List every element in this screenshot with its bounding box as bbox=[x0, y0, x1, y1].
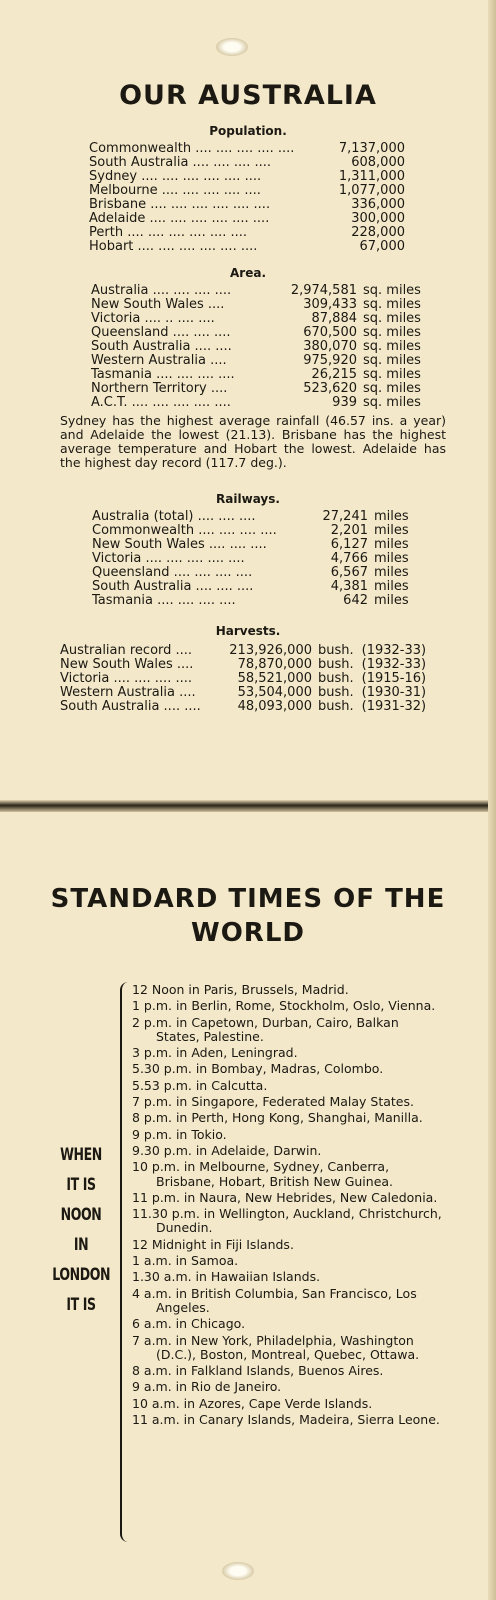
when-noon-label bbox=[46, 1142, 116, 1322]
row-value: 228,000 bbox=[351, 225, 405, 240]
standard-times-title: STANDARD TIMES OF THE WORLD bbox=[50, 884, 446, 948]
table-row bbox=[89, 156, 405, 170]
row-label: Victoria .... .... .... .... .... bbox=[92, 551, 245, 566]
row-years: (1931-32) bbox=[361, 699, 427, 714]
row-label: A.C.T. .... .... .... .... .... bbox=[91, 395, 231, 410]
australia-title: OUR AUSTRALIA bbox=[119, 80, 377, 111]
railways-heading: Railways. bbox=[216, 492, 280, 506]
list-item: 1.30 a.m. in Hawaiian Islands. bbox=[132, 1269, 321, 1285]
list-item: 8 p.m. in Perth, Hong Kong, Shanghai, Manilla. bbox=[132, 1110, 423, 1126]
row-unit: miles bbox=[374, 565, 409, 580]
punch-hole-icon bbox=[216, 38, 248, 56]
row-label: Western Australia .... bbox=[60, 685, 196, 700]
list-item: 10 p.m. in Melbourne, Sydney, Canberra, Brisbane, Hobart, British New Guinea. bbox=[132, 1159, 394, 1189]
table-row bbox=[92, 538, 437, 552]
table-row bbox=[89, 184, 405, 198]
list-item: 7 a.m. in New York, Philadelphia, Washington (D.C.), Boston, Montreal, Quebec, Ottawa. bbox=[132, 1332, 420, 1362]
table-row bbox=[91, 340, 445, 354]
row-unit: sq. miles bbox=[363, 311, 421, 326]
table-row bbox=[60, 700, 452, 714]
page-fold bbox=[0, 800, 496, 812]
table-row bbox=[60, 644, 452, 658]
row-unit: bush. bbox=[318, 699, 354, 714]
row-label: Northern Territory .... bbox=[91, 381, 228, 396]
row-label: Tasmania .... .... .... .... bbox=[92, 593, 236, 608]
row-value: 1,311,000 bbox=[338, 169, 405, 184]
row-unit: miles bbox=[374, 579, 409, 594]
table-row bbox=[92, 552, 437, 566]
row-label: Australian record .... bbox=[60, 643, 193, 658]
row-value: 300,000 bbox=[351, 211, 405, 226]
row-unit: sq. miles bbox=[363, 283, 421, 298]
table-row bbox=[91, 382, 445, 396]
row-label: Queensland .... .... .... .... bbox=[92, 565, 253, 580]
row-label: Adelaide .... .... .... .... .... .... bbox=[89, 211, 270, 226]
row-value: 26,215 bbox=[311, 367, 357, 382]
world-times-list bbox=[132, 983, 444, 1429]
table-row bbox=[89, 226, 405, 240]
row-label: Australia .... .... .... .... bbox=[91, 283, 232, 298]
table-row bbox=[91, 312, 445, 326]
list-item: 10 a.m. in Azores, Cape Verde Islands. bbox=[132, 1395, 373, 1411]
punch-hole-icon bbox=[222, 1562, 254, 1580]
table-row bbox=[91, 396, 445, 410]
row-years: (1930-31) bbox=[361, 685, 427, 700]
row-label: Australia (total) .... .... .... bbox=[92, 509, 256, 524]
harvests-table bbox=[60, 644, 452, 714]
side-label-line: NOON bbox=[60, 1205, 102, 1225]
table-row bbox=[91, 354, 445, 368]
list-item: 1 p.m. in Berlin, Rome, Stockholm, Oslo, Vienna. bbox=[132, 998, 436, 1014]
row-unit: bush. bbox=[318, 643, 354, 658]
row-label: Sydney .... .... .... .... .... .... bbox=[89, 169, 262, 184]
row-label: New South Wales .... .... .... bbox=[92, 537, 267, 552]
list-item: 9 p.m. in Tokio. bbox=[132, 1126, 227, 1142]
row-value: 380,070 bbox=[303, 339, 357, 354]
row-label: Brisbane .... .... .... .... .... .... bbox=[89, 197, 271, 212]
row-unit: sq. miles bbox=[363, 395, 421, 410]
row-unit: miles bbox=[374, 523, 409, 538]
table-row bbox=[89, 198, 405, 212]
row-unit: sq. miles bbox=[363, 367, 421, 382]
list-item: 5.53 p.m. in Calcutta. bbox=[132, 1077, 268, 1093]
area-table bbox=[91, 284, 445, 410]
row-label: Victoria .... .... .... .... bbox=[60, 671, 192, 686]
table-row bbox=[60, 672, 452, 686]
row-unit: sq. miles bbox=[363, 339, 421, 354]
list-item: 11 a.m. in Canary Islands, Madeira, Sierra Leone. bbox=[132, 1412, 440, 1428]
row-value: 6,127 bbox=[330, 537, 368, 552]
row-value: 78,870,000 bbox=[237, 657, 312, 672]
list-item: 6 a.m. in Chicago. bbox=[132, 1316, 246, 1332]
row-value: 87,884 bbox=[311, 311, 357, 326]
side-label-line: IN bbox=[73, 1235, 89, 1255]
row-value: 53,504,000 bbox=[237, 685, 312, 700]
row-label: Queensland .... .... .... bbox=[91, 325, 231, 340]
row-label: South Australia .... .... bbox=[91, 339, 232, 354]
row-label: South Australia .... .... .... .... bbox=[89, 155, 272, 170]
population-heading: Population. bbox=[209, 124, 287, 138]
table-row bbox=[92, 594, 437, 608]
list-item: 4 a.m. in British Columbia, San Francisco, Los Angeles. bbox=[132, 1285, 417, 1315]
table-row bbox=[91, 284, 445, 298]
side-label-line: IT IS bbox=[66, 1175, 96, 1195]
row-value: 48,093,000 bbox=[237, 699, 312, 714]
population-table bbox=[89, 142, 405, 254]
railways-table bbox=[92, 510, 437, 608]
table-row bbox=[89, 142, 405, 156]
list-item: 1 a.m. in Samoa. bbox=[132, 1253, 239, 1269]
table-row bbox=[92, 580, 437, 594]
row-unit: miles bbox=[374, 593, 409, 608]
table-row bbox=[89, 240, 405, 254]
table-row bbox=[60, 658, 452, 672]
table-row bbox=[92, 566, 437, 580]
row-unit: bush. bbox=[318, 657, 354, 672]
list-item: 12 Noon in Paris, Brussels, Madrid. bbox=[132, 982, 349, 997]
table-row bbox=[92, 510, 437, 524]
row-unit: miles bbox=[374, 551, 409, 566]
row-value: 1,077,000 bbox=[338, 183, 405, 198]
row-value: 213,926,000 bbox=[229, 643, 312, 658]
table-row bbox=[89, 170, 405, 184]
list-item: 5.30 p.m. in Bombay, Madras, Colombo. bbox=[132, 1061, 384, 1077]
row-label: Commonwealth .... .... .... .... .... bbox=[89, 141, 295, 156]
row-value: 939 bbox=[332, 395, 357, 410]
side-label-line: IT IS bbox=[66, 1295, 96, 1315]
row-unit: miles bbox=[374, 509, 409, 524]
harvests-heading: Harvests. bbox=[215, 624, 281, 638]
row-value: 27,241 bbox=[322, 509, 368, 524]
row-value: 642 bbox=[343, 593, 368, 608]
row-value: 2,974,581 bbox=[290, 283, 357, 298]
table-row bbox=[89, 212, 405, 226]
list-item: 9 a.m. in Rio de Janeiro. bbox=[132, 1379, 282, 1395]
table-row bbox=[91, 368, 445, 382]
row-label: New South Wales .... bbox=[60, 657, 194, 672]
side-label-line: WHEN bbox=[60, 1145, 102, 1165]
row-value: 336,000 bbox=[351, 197, 405, 212]
row-label: Western Australia .... bbox=[91, 353, 227, 368]
row-value: 975,920 bbox=[303, 353, 357, 368]
table-row bbox=[91, 326, 445, 340]
row-value: 58,521,000 bbox=[237, 671, 312, 686]
row-unit: sq. miles bbox=[363, 297, 421, 312]
row-value: 309,433 bbox=[303, 297, 357, 312]
table-row bbox=[60, 686, 452, 700]
row-unit: miles bbox=[374, 537, 409, 552]
climate-note: Sydney has the highest average rainfall (46.57 ins. a year) and Adelaide the lowest (21.13). Brisbane has the highest average temperature and Hobart the lowest. Adelaide has the highest day record (117.7 deg.). bbox=[60, 413, 446, 470]
row-unit: bush. bbox=[318, 685, 354, 700]
row-label: Victoria .... .. .... .... bbox=[91, 311, 215, 326]
list-item: 2 p.m. in Capetown, Durban, Cairo, Balkan States, Palestine. bbox=[132, 1014, 399, 1044]
page-edge bbox=[488, 0, 496, 1600]
row-value: 2,201 bbox=[330, 523, 368, 538]
row-years: (1932-33) bbox=[361, 643, 427, 658]
side-label-line: LONDON bbox=[52, 1265, 111, 1285]
list-item: 12 Midnight in Fiji Islands. bbox=[132, 1236, 294, 1252]
area-heading: Area. bbox=[230, 266, 266, 280]
row-label: Commonwealth .... .... .... .... bbox=[92, 523, 277, 538]
row-unit: bush. bbox=[318, 671, 354, 686]
row-value: 6,567 bbox=[330, 565, 368, 580]
row-label: Perth .... .... .... .... .... .... bbox=[89, 225, 248, 240]
table-row bbox=[91, 298, 445, 312]
bracket-divider bbox=[120, 982, 130, 1542]
row-label: Tasmania .... .... .... .... bbox=[91, 367, 235, 382]
row-unit: sq. miles bbox=[363, 353, 421, 368]
row-unit: sq. miles bbox=[363, 381, 421, 396]
row-value: 670,500 bbox=[303, 325, 357, 340]
row-unit: sq. miles bbox=[363, 325, 421, 340]
list-item: 11.30 p.m. in Wellington, Auckland, Christchurch, Dunedin. bbox=[132, 1206, 442, 1236]
row-label: Melbourne .... .... .... .... .... bbox=[89, 183, 261, 198]
row-value: 608,000 bbox=[351, 155, 405, 170]
row-label: New South Wales .... bbox=[91, 297, 225, 312]
row-years: (1932-33) bbox=[361, 657, 427, 672]
row-value: 4,766 bbox=[330, 551, 368, 566]
row-value: 67,000 bbox=[359, 239, 405, 254]
list-item: 7 p.m. in Singapore, Federated Malay States. bbox=[132, 1094, 414, 1110]
row-label: South Australia .... .... .... bbox=[92, 579, 254, 594]
list-item: 11 p.m. in Naura, New Hebrides, New Caledonia. bbox=[132, 1189, 438, 1205]
row-value: 7,137,000 bbox=[338, 141, 405, 156]
row-label: Hobart .... .... .... .... .... .... bbox=[89, 239, 258, 254]
row-years: (1915-16) bbox=[361, 671, 427, 686]
table-row bbox=[92, 524, 437, 538]
list-item: 9.30 p.m. in Adelaide, Darwin. bbox=[132, 1142, 322, 1158]
row-value: 523,620 bbox=[303, 381, 357, 396]
row-label: South Australia .... .... bbox=[60, 699, 201, 714]
list-item: 8 a.m. in Falkland Islands, Buenos Aires. bbox=[132, 1363, 384, 1379]
list-item: 3 p.m. in Aden, Leningrad. bbox=[132, 1045, 298, 1061]
row-value: 4,381 bbox=[330, 579, 368, 594]
